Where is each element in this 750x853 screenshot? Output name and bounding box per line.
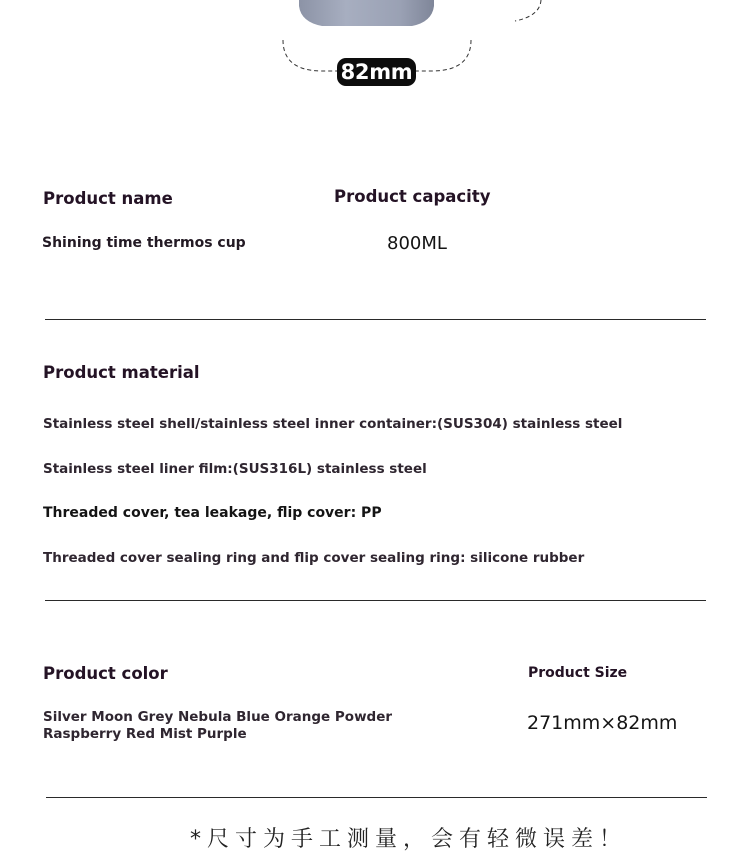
material-line: Stainless steel liner film:(SUS316L) stainless steel: [43, 461, 427, 477]
product-name-value: Shining time thermos cup: [42, 235, 246, 251]
product-color-value: Silver Moon Grey Nebula Blue Orange Powder Raspberry Red Mist Purple: [43, 709, 393, 742]
product-size-value: 271mm×82mm: [527, 712, 678, 734]
measurement-footnote: *尺寸为手工测量，会有轻微误差！: [190, 827, 628, 852]
material-line: Threaded cover, tea leakage, flip cover: PP: [43, 505, 382, 521]
material-line: Threaded cover sealing ring and flip cover sealing ring: silicone rubber: [43, 550, 585, 566]
product-capacity-value: 800ML: [387, 233, 447, 254]
product-size-label: Product Size: [528, 665, 628, 681]
section-divider: [46, 797, 707, 798]
section-divider: [45, 319, 706, 320]
product-illustration: [0, 0, 750, 100]
material-line: Stainless steel shell/stainless steel inner container:(SUS304) stainless steel: [43, 416, 623, 432]
section-divider: [45, 600, 706, 601]
product-capacity-label: Product capacity: [334, 187, 491, 206]
product-material-label: Product material: [43, 363, 200, 382]
product-name-label: Product name: [43, 189, 173, 208]
product-color-label: Product color: [43, 664, 168, 683]
width-dimension-badge: 82mm: [337, 58, 416, 86]
